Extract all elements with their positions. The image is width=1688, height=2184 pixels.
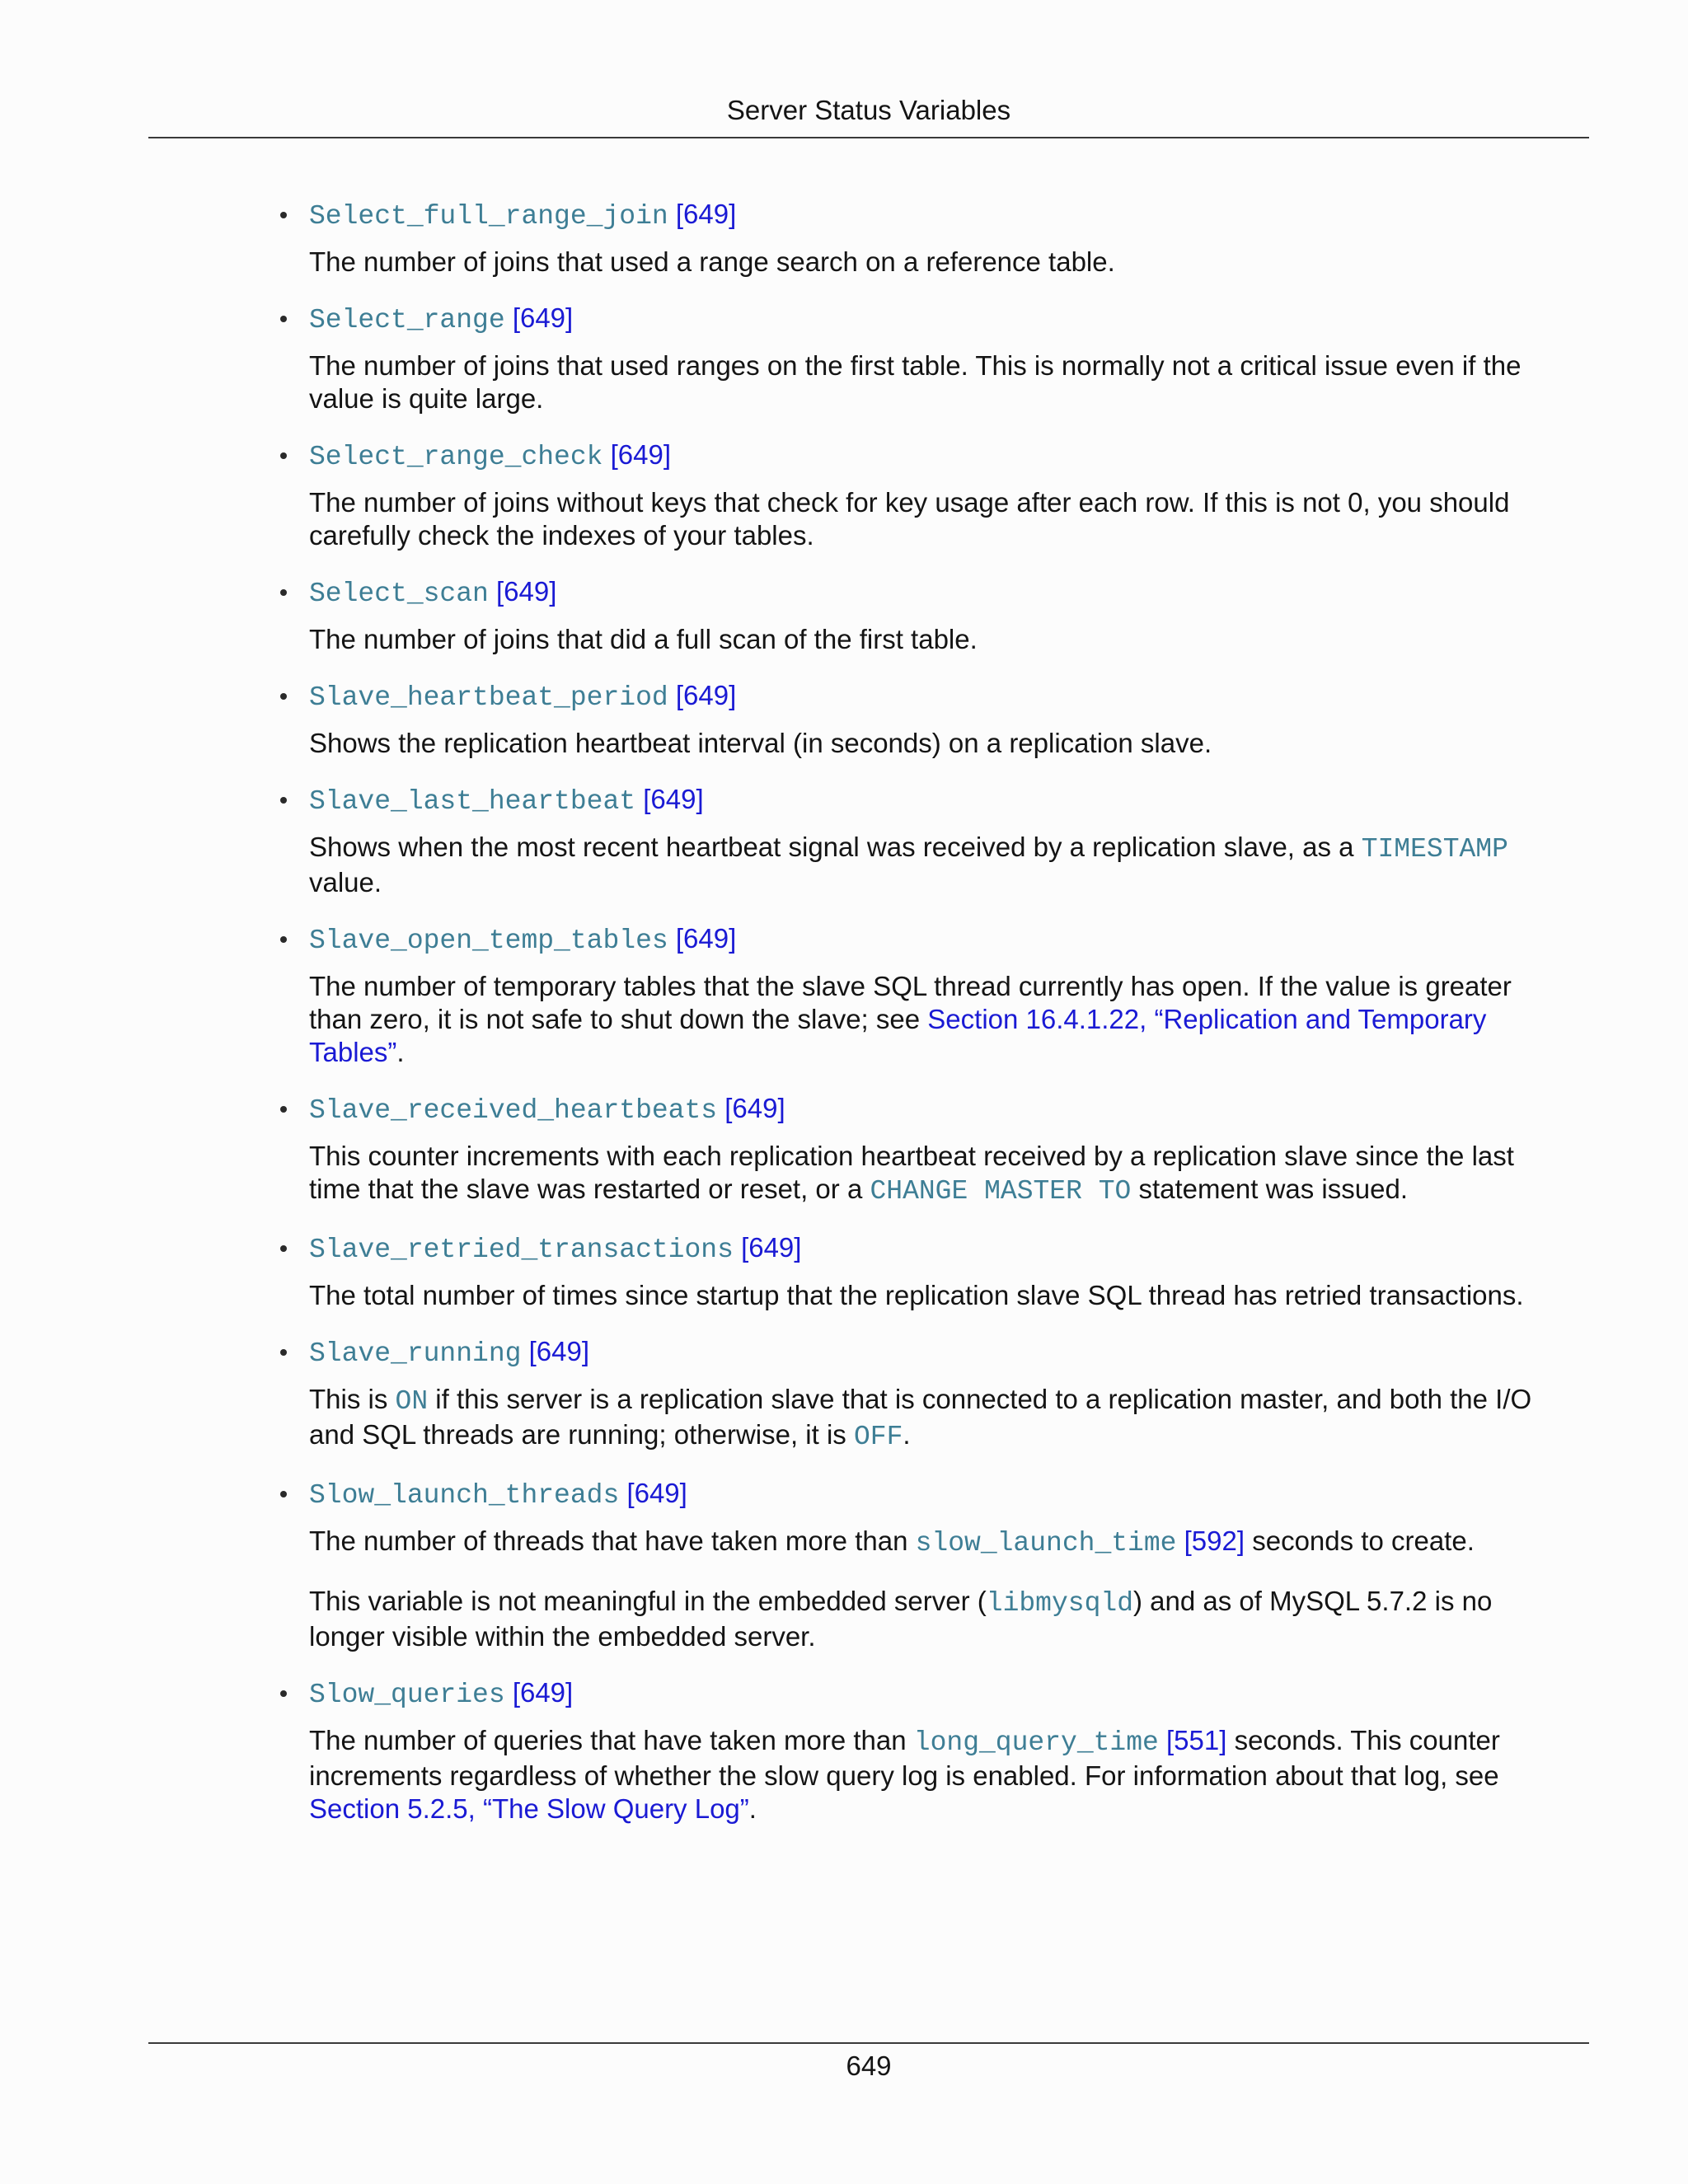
variable-description: The number of joins that used ranges on the first table. This is normally not a critical issue even if the value is quite large. [309,350,1522,414]
page-ref-link[interactable]: [649] [512,302,574,333]
variable-description: Shows the replication heartbeat interval (in seconds) on a replication slave. [309,728,1212,758]
variable-link[interactable]: long_query_time [913,1727,1159,1758]
page-ref-link[interactable]: [592] [1184,1526,1245,1556]
bullet-icon [280,1690,287,1697]
page-ref-link[interactable]: [649] [528,1336,590,1366]
list-item [280,191,1550,279]
footer-divider [148,2042,1589,2044]
list-item [280,1225,1550,1312]
section-link[interactable]: Section 5.2.5, “The Slow Query Log” [309,1793,749,1824]
inline-code: OFF [853,1422,903,1452]
variable-link[interactable]: Slave_received_heartbeats [309,1095,718,1126]
list-item [280,1085,1550,1208]
list-item [280,432,1550,552]
variable-link[interactable]: Slave_heartbeat_period [309,682,668,713]
variable-description: The number of temporary tables that the slave SQL thread currently has open. If the value is greater than zero, it is not safe to shut down the slave; see Section 16.4.1.22, “Replication and Temporary Tables”. [309,971,1512,1067]
variable-link[interactable]: Slave_open_temp_tables [309,926,668,956]
bullet-icon [280,1106,287,1113]
variable-link[interactable]: Slow_queries [309,1680,505,1710]
variable-description: The number of threads that have taken more than slow_launch_time [592] seconds to create. [309,1526,1475,1558]
page-ref-link[interactable]: [649] [643,784,704,814]
bullet-icon [280,1245,287,1252]
statement-link[interactable]: CHANGE MASTER TO [870,1176,1132,1207]
section-link[interactable]: Section 16.4.1.22, “Replication and Temporary Tables” [309,1004,1487,1067]
page-ref-link[interactable]: [649] [512,1677,574,1708]
list-item [280,916,1550,1069]
bullet-icon [280,936,287,943]
inline-code: TIMESTAMP [1361,834,1508,865]
bullet-icon [280,693,287,700]
variable-link[interactable]: Slow_launch_threads [309,1480,620,1511]
bullet-icon [280,589,287,596]
inline-code: ON [395,1386,429,1417]
list-item [280,569,1550,656]
variable-link[interactable]: Slave_running [309,1338,522,1369]
variable-description: The number of joins that did a full scan of the first table. [309,624,978,654]
bullet-icon [280,316,287,322]
list-item [280,1329,1550,1454]
list-item [280,1670,1550,1825]
page-ref-link[interactable]: [649] [675,680,737,710]
variable-description: The number of queries that have taken more than long_query_time [551] seconds. This counter increments regardless of whether the slow query log is enabled. For information about that log, see Section 5.2.5, “The Slow Query Log”. [309,1725,1500,1824]
page-ref-link[interactable]: [649] [675,923,737,954]
list-item [280,1470,1550,1653]
variable-link[interactable]: Select_range_check [309,442,603,472]
page-header-title: Server Status Variables [726,95,1011,125]
page-ref-link[interactable]: [649] [741,1232,802,1263]
bullet-icon [280,212,287,218]
page-ref-link[interactable]: [551] [1166,1725,1227,1755]
variable-description: This variable is not meaningful in the embedded server (libmysqld) and as of MySQL 5.7.2 is no longer visible within the embedded server. [309,1586,1493,1652]
page-number: 649 [846,2050,892,2081]
variable-description: The number of joins that used a range search on a reference table. [309,246,1115,277]
variable-description: This is ON if this server is a replication slave that is connected to a replication master, and both the I/O and SQL threads are running; otherwise, it is OFF. [309,1384,1532,1452]
variable-link[interactable]: Slave_retried_transactions [309,1235,734,1265]
list-item [280,776,1550,899]
page-ref-link[interactable]: [649] [675,199,737,229]
variable-description: Shows when the most recent heartbeat signal was received by a replication slave, as a TIMESTAMP value. [309,832,1508,898]
bullet-icon [280,1491,287,1497]
page-ref-link[interactable]: [649] [610,439,672,470]
variable-link[interactable]: Slave_last_heartbeat [309,786,636,817]
page-ref-link[interactable]: [649] [626,1478,687,1508]
variable-description: The number of joins without keys that check for key usage after each row. If this is not 0, you should carefully check the indexes of your tables. [309,487,1510,551]
variable-description: The total number of times since startup that the replication slave SQL thread has retried transactions. [309,1280,1524,1310]
bullet-icon [280,452,287,459]
inline-code: libmysqld [986,1588,1133,1619]
variable-link[interactable]: slow_launch_time [915,1528,1177,1558]
variable-list [280,191,1550,1842]
variable-link[interactable]: Select_scan [309,579,489,609]
variable-link[interactable]: Select_range [309,305,505,335]
list-item [280,295,1550,415]
variable-link[interactable]: Select_full_range_join [309,201,668,232]
bullet-icon [280,797,287,804]
list-item [280,673,1550,760]
variable-description: This counter increments with each replication heartbeat received by a replication slave since the last time that the slave was restarted or reset, or a CHANGE MASTER TO statement was issued. [309,1141,1514,1207]
page-ref-link[interactable]: [649] [496,576,557,607]
page-ref-link[interactable]: [649] [724,1093,785,1123]
header-divider [148,137,1589,138]
bullet-icon [280,1349,287,1356]
